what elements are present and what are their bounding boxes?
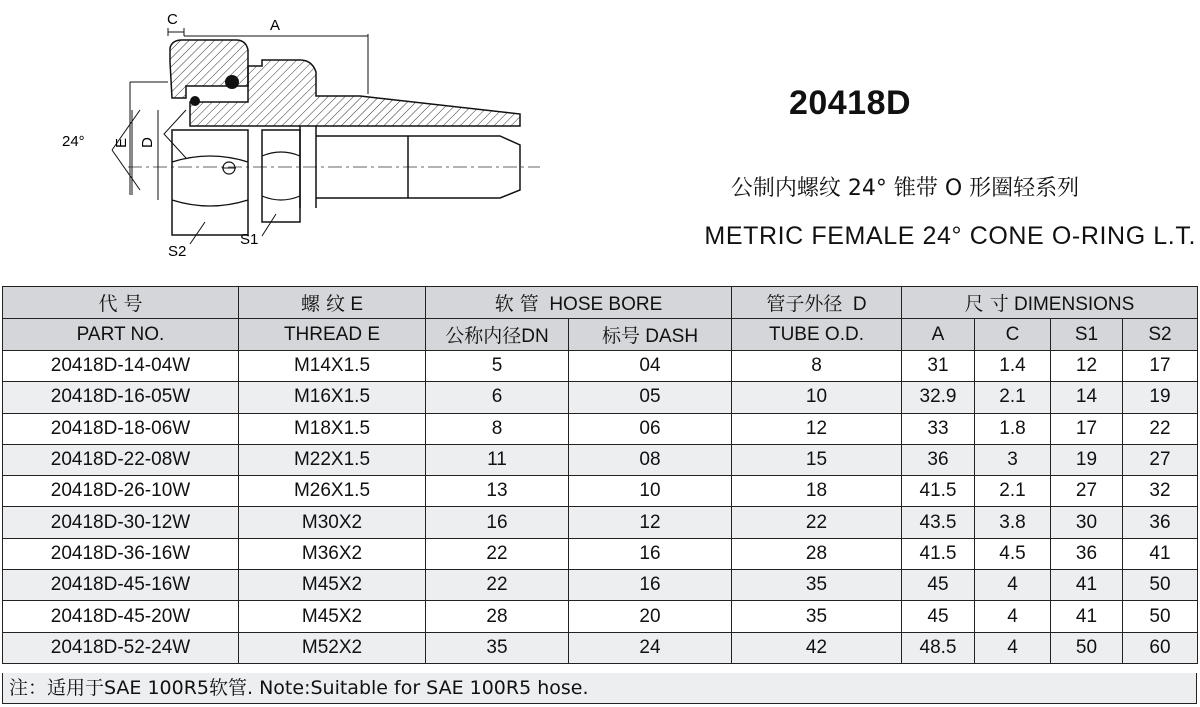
cell-s2: 36 bbox=[1123, 507, 1198, 538]
cell-part: 20418D-22-08W bbox=[3, 444, 239, 475]
cell-thread: M52X2 bbox=[239, 632, 426, 663]
footnote: 注：适用于SAE 100R5软管. Note:Suitable for SAE 100R5 hose. bbox=[2, 673, 1197, 704]
cell-dash: 12 bbox=[569, 507, 732, 538]
cell-c: 3 bbox=[975, 444, 1051, 475]
cell-s1: 14 bbox=[1051, 382, 1123, 413]
cell-dash: 16 bbox=[569, 570, 732, 601]
cell-thread: M16X1.5 bbox=[239, 382, 426, 413]
cell-c: 3.8 bbox=[975, 507, 1051, 538]
cell-dn: 28 bbox=[426, 601, 569, 632]
cell-tube: 18 bbox=[732, 476, 902, 507]
drawing-label-e: E bbox=[113, 137, 130, 148]
cell-thread: M14X1.5 bbox=[239, 351, 426, 382]
table-body bbox=[3, 351, 1198, 664]
header-dash: 标号 DASH bbox=[569, 319, 732, 351]
cell-dn: 16 bbox=[426, 507, 569, 538]
cell-dash: 04 bbox=[569, 351, 732, 382]
header-dim-c: C bbox=[975, 319, 1051, 351]
cell-a: 43.5 bbox=[902, 507, 975, 538]
cell-a: 32.9 bbox=[902, 382, 975, 413]
drawing-label-a: A bbox=[270, 17, 281, 34]
cell-tube: 28 bbox=[732, 538, 902, 569]
header-part-cn: 代 号 bbox=[3, 287, 239, 319]
cell-s1: 36 bbox=[1051, 538, 1123, 569]
cell-s2: 17 bbox=[1123, 351, 1198, 382]
cell-part: 20418D-16-05W bbox=[3, 382, 239, 413]
table-row bbox=[3, 570, 1198, 601]
cell-part: 20418D-26-10W bbox=[3, 476, 239, 507]
cell-dash: 06 bbox=[569, 413, 732, 444]
table-row bbox=[3, 538, 1198, 569]
header-dim-s2: S2 bbox=[1123, 319, 1198, 351]
table-row bbox=[3, 413, 1198, 444]
header-dim-a: A bbox=[902, 319, 975, 351]
spec-table bbox=[2, 286, 1198, 664]
table-row bbox=[3, 351, 1198, 382]
cell-thread: M45X2 bbox=[239, 601, 426, 632]
cell-s2: 50 bbox=[1123, 570, 1198, 601]
cell-s1: 12 bbox=[1051, 351, 1123, 382]
cell-dash: 10 bbox=[569, 476, 732, 507]
cell-s2: 41 bbox=[1123, 538, 1198, 569]
cell-s2: 22 bbox=[1123, 413, 1198, 444]
cell-c: 2.1 bbox=[975, 382, 1051, 413]
cell-dash: 16 bbox=[569, 538, 732, 569]
cell-thread: M22X1.5 bbox=[239, 444, 426, 475]
cell-c: 1.4 bbox=[975, 351, 1051, 382]
model-number: 20418D bbox=[788, 84, 912, 122]
cell-a: 33 bbox=[902, 413, 975, 444]
cell-c: 2.1 bbox=[975, 476, 1051, 507]
cell-c: 4 bbox=[975, 632, 1051, 663]
cell-tube: 12 bbox=[732, 413, 902, 444]
cell-c: 4 bbox=[975, 570, 1051, 601]
table-row bbox=[3, 507, 1198, 538]
cell-part: 20418D-45-16W bbox=[3, 570, 239, 601]
fitting-drawing bbox=[0, 0, 560, 270]
header-hose-bore: 软 管 HOSE BORE bbox=[426, 287, 732, 319]
cell-s2: 32 bbox=[1123, 476, 1198, 507]
cell-a: 41.5 bbox=[902, 538, 975, 569]
table-row bbox=[3, 632, 1198, 663]
header-thread-top: 螺 纹 E bbox=[239, 287, 426, 319]
cell-dn: 8 bbox=[426, 413, 569, 444]
cell-tube: 35 bbox=[732, 601, 902, 632]
cell-a: 36 bbox=[902, 444, 975, 475]
cell-s1: 27 bbox=[1051, 476, 1123, 507]
table-row bbox=[3, 601, 1198, 632]
cell-c: 4.5 bbox=[975, 538, 1051, 569]
cell-part: 20418D-52-24W bbox=[3, 632, 239, 663]
cell-s1: 30 bbox=[1051, 507, 1123, 538]
cell-c: 1.8 bbox=[975, 413, 1051, 444]
cell-s2: 50 bbox=[1123, 601, 1198, 632]
cell-dash: 20 bbox=[569, 601, 732, 632]
cell-part: 20418D-30-12W bbox=[3, 507, 239, 538]
header-dim-s1: S1 bbox=[1051, 319, 1123, 351]
cell-dash: 05 bbox=[569, 382, 732, 413]
cell-thread: M18X1.5 bbox=[239, 413, 426, 444]
table-header-row-2 bbox=[3, 319, 1198, 351]
cell-s2: 27 bbox=[1123, 444, 1198, 475]
cell-a: 45 bbox=[902, 601, 975, 632]
cell-dn: 5 bbox=[426, 351, 569, 382]
table-row bbox=[3, 382, 1198, 413]
header-thread-e: THREAD E bbox=[239, 319, 426, 351]
cell-part: 20418D-18-06W bbox=[3, 413, 239, 444]
cell-c: 4 bbox=[975, 601, 1051, 632]
cell-dn: 22 bbox=[426, 538, 569, 569]
cell-dn: 6 bbox=[426, 382, 569, 413]
cell-a: 41.5 bbox=[902, 476, 975, 507]
cell-a: 48.5 bbox=[902, 632, 975, 663]
header-tube-od: TUBE O.D. bbox=[732, 319, 902, 351]
cell-thread: M36X2 bbox=[239, 538, 426, 569]
header-tube-top: 管子外径 D bbox=[732, 287, 902, 319]
table-header-row-1 bbox=[3, 287, 1198, 319]
cell-tube: 35 bbox=[732, 570, 902, 601]
drawing-label-d: D bbox=[139, 137, 156, 148]
title-english: METRIC FEMALE 24° CONE O-RING L.T. bbox=[704, 222, 1196, 250]
drawing-label-s1: S1 bbox=[240, 231, 259, 248]
cell-tube: 8 bbox=[732, 351, 902, 382]
drawing-label-angle: 24° bbox=[62, 133, 85, 150]
cell-dn: 35 bbox=[426, 632, 569, 663]
cell-thread: M30X2 bbox=[239, 507, 426, 538]
drawing-label-c: C bbox=[167, 11, 178, 28]
cell-s1: 19 bbox=[1051, 444, 1123, 475]
cell-part: 20418D-45-20W bbox=[3, 601, 239, 632]
cell-tube: 10 bbox=[732, 382, 902, 413]
cell-tube: 15 bbox=[732, 444, 902, 475]
cell-a: 31 bbox=[902, 351, 975, 382]
cell-thread: M26X1.5 bbox=[239, 476, 426, 507]
header-dimensions: 尺 寸 DIMENSIONS bbox=[902, 287, 1198, 319]
table-row bbox=[3, 444, 1198, 475]
cell-dn: 11 bbox=[426, 444, 569, 475]
header-dn: 公称内径DN bbox=[426, 319, 569, 351]
cell-part: 20418D-14-04W bbox=[3, 351, 239, 382]
header-part-no: PART NO. bbox=[3, 319, 239, 351]
cell-thread: M45X2 bbox=[239, 570, 426, 601]
cell-dash: 08 bbox=[569, 444, 732, 475]
cell-s1: 17 bbox=[1051, 413, 1123, 444]
table-row bbox=[3, 476, 1198, 507]
cell-tube: 42 bbox=[732, 632, 902, 663]
cell-s1: 41 bbox=[1051, 570, 1123, 601]
cell-tube: 22 bbox=[732, 507, 902, 538]
cell-s2: 60 bbox=[1123, 632, 1198, 663]
cell-dash: 24 bbox=[569, 632, 732, 663]
cell-dn: 22 bbox=[426, 570, 569, 601]
cell-s1: 41 bbox=[1051, 601, 1123, 632]
title-chinese: 公制内螺纹 24° 锥带 O 形圈轻系列 bbox=[730, 176, 1080, 201]
cell-s1: 50 bbox=[1051, 632, 1123, 663]
cell-part: 20418D-36-16W bbox=[3, 538, 239, 569]
cell-dn: 13 bbox=[426, 476, 569, 507]
cell-s2: 19 bbox=[1123, 382, 1198, 413]
cell-a: 45 bbox=[902, 570, 975, 601]
drawing-label-s2: S2 bbox=[168, 243, 187, 260]
